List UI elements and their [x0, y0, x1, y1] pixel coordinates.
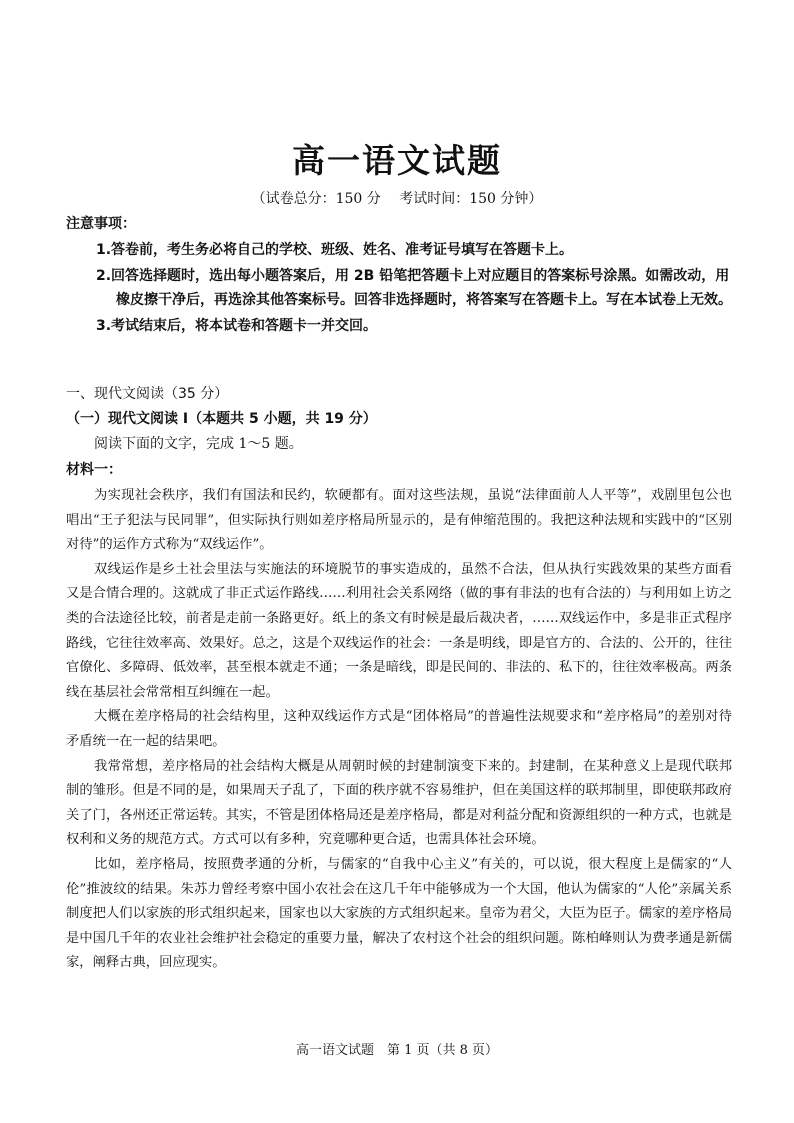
notices-list: [66, 238, 732, 340]
paragraph: 我常常想，差序格局的社会结构大概是从周朝时候的封建制演变下来的。封建制，在某种意义上是现代联邦制的雏形。但是不同的是，如果周天子乱了，下面的秩序就不容易维护，但在美国这样的联邦制里，即使联邦政府关了门，各州还正常运转。其实，不管是团体格局还是差序格局，都是对利益分配和资源组织的一种方式，也就是权利和义务的规范方式。方式可以有多种，究竟哪种更合适，也需具体社会环境。: [66, 758, 732, 848]
notice-item: 2.回答选择题时，选出每小题答案后，用 2B 铅笔把答题卡上对应题目的答案标号涂黑。如需改动，用橡皮擦干净后，再选涂其他答案标号。回答非选择题时，将答案写在答题卡上。写在本试卷上无效。: [96, 268, 732, 308]
page-title: 高一语文试题: [292, 141, 502, 180]
notice-item: 3.考试结束后，将本试卷和答题卡一并交回。: [96, 318, 378, 334]
page-footer: 高一语文试题 第 1 页（共 8 页）: [295, 1043, 499, 1058]
subsection-heading: （一）现代文阅读 I（本题共 5 小题，共 19 分）: [66, 411, 377, 427]
material-text: [66, 484, 732, 976]
notices-heading: 注意事项：: [66, 216, 136, 232]
reading-instruction: 阅读下面的文字，完成 1～5 题。: [94, 436, 303, 452]
paragraph: 比如，差序格局，按照费孝通的分析，与儒家的“自我中心主义”有关的，可以说，很大程度上是儒家的“人伦”推波纹的结果。朱苏力曾经考察中国小农社会在这几千年中能够成为一个大国，他认为儒家的“人伦”亲属关系制度把人们以家族的形式组织起来，国家也以大家族的方式组织起来。皇帝为君父，大臣为臣子。儒家的差序格局是中国几千年的农业社会维护社会稳定的重要力量，解决了农村这个社会的组织问题。陈柏峰则认为费孝通是新儒家，阐释古典，回应现实。: [66, 856, 732, 971]
notice-item: 1.答卷前，考生务必将自己的学校、班级、姓名、准考证号填写在答题卡上。: [96, 242, 574, 258]
material-label: 材料一：: [66, 462, 122, 478]
paragraph: 双线运作是乡土社会里法与实施法的环境脱节的事实造成的，虽然不合法，但从执行实践效果的某些方面看又是合情合理的。这就成了非正式运作路线……利用社会关系网络（做的事有非法的也有合法的）与利用如上访之类的合法途径比较，前者是走前一条路更好。纸上的条文有时候是最后裁决者，……双线运作中，多是非正式程序路线，它往往效率高、效果好。总之，这是个双线运作的社会：一条是明线，即是官方的、合法的、公开的，往往官僚化、多障碍、低效率，甚至根本就走不通；一条是暗线，即是民间的、非法的、私下的，往往效率极高。两条线在基层社会常常相互纠缠在一起。: [66, 561, 732, 700]
section-heading: 一、现代文阅读（35 分）: [66, 386, 229, 402]
exam-info: （试卷总分：150 分 考试时间：150 分钟）: [251, 191, 543, 207]
paragraph: 为实现社会秩序，我们有国法和民约，软硬都有。面对这些法规，虽说“法律面前人人平等”，戏剧里包公也唱出“王子犯法与民同罪”，但实际执行则如差序格局所显示的，是有伸缩范围的。我把这种法规和实践中的“区别对待”的运作方式称为“双线运作”。: [66, 488, 732, 553]
paragraph: 大概在差序格局的社会结构里，这种双线运作方式是“团体格局”的普遍性法规要求和“差序格局”的差别对待矛盾统一在一起的结果吧。: [66, 709, 732, 749]
